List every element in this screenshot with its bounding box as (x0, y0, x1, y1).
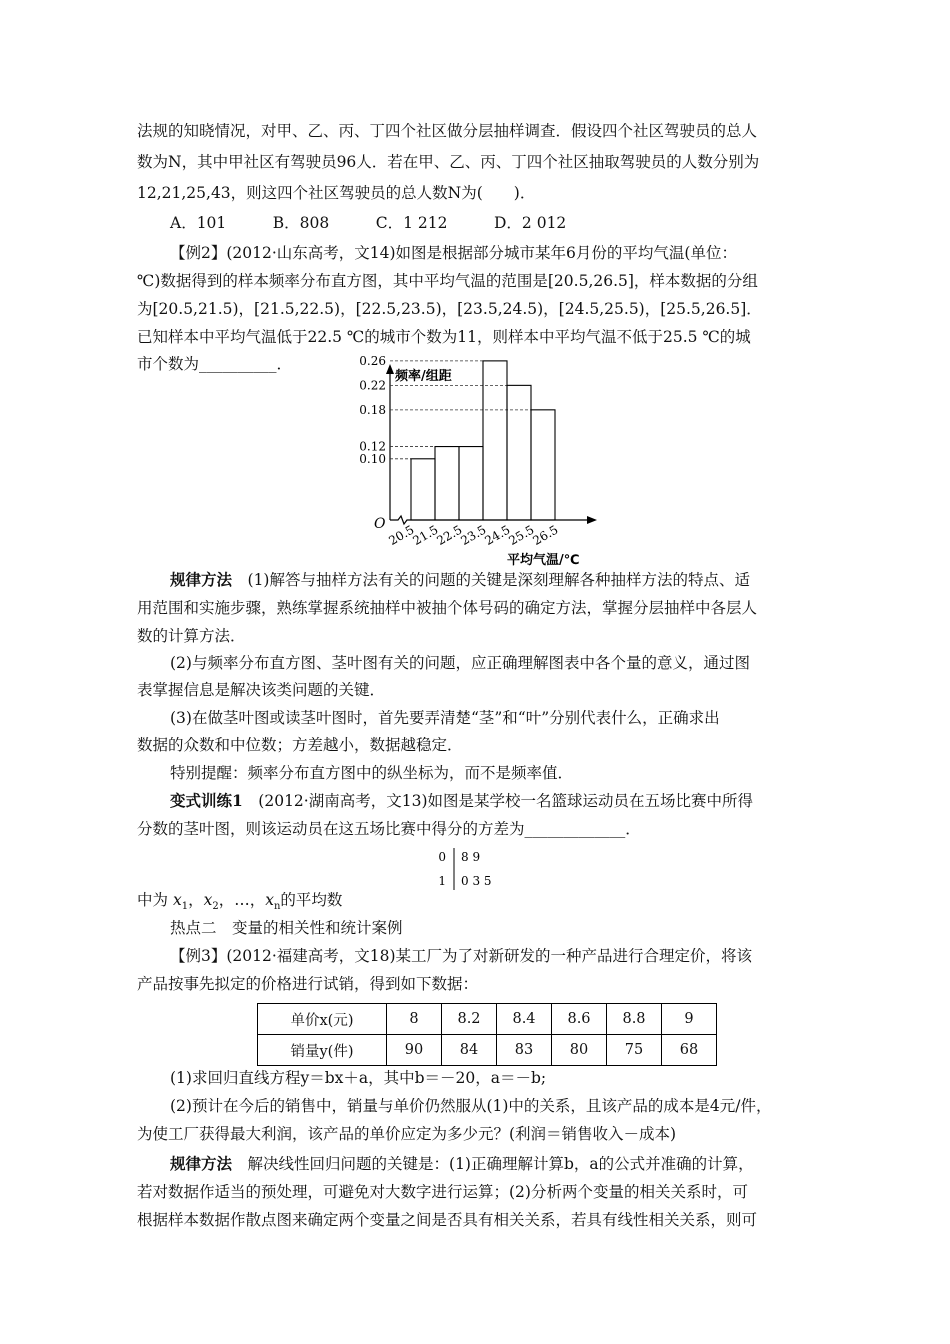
table-header-cell: 单价x(元) (258, 1004, 387, 1035)
histogram-bar (411, 459, 435, 520)
stem-value: 1 (438, 874, 446, 888)
histogram-bar (483, 361, 507, 520)
var-x: x (172, 891, 182, 909)
subscript: n (273, 901, 281, 913)
leaf-values: 8 9 (461, 850, 481, 864)
x-tick-label: 25.5 (506, 522, 537, 548)
method-paragraph (170, 570, 750, 590)
text-line: 为[20.5,21.5)，[21.5,22.5)，[22.5,23.5)，[23.5,24.5)，[24.5,25.5)，[25.5,26.5]． (137, 300, 762, 318)
section-heading: 热点二 变量的相关性和统计案例 (170, 919, 403, 937)
ellipsis: ，…， (218, 891, 266, 909)
y-tick-label: 0.22 (359, 378, 386, 393)
answer-options: A．101 B．808 C．1 212 D．2 012 (170, 214, 567, 232)
method-text: 解决线性回归问题的关键是：(1)正确理解计算b，a的公式并准确的计算， (232, 1155, 754, 1173)
text-line: 产品按事先拟定的价格进行试销，得到如下数据： (137, 975, 479, 993)
method-title: 规律方法 (170, 1154, 233, 1173)
text-line: 根据样本数据作散点图来确定两个变量之间是否具有相关关系，若具有线性相关关系，则可 (137, 1211, 758, 1229)
text-line: 数为N，其中甲社区有驾驶员96人．若在甲、乙、丙、丁四个社区抽取驾驶员的人数分别为 (137, 153, 760, 171)
table-header-cell: 销量y(件) (258, 1035, 387, 1066)
histogram-bar (435, 447, 459, 520)
text-line: 用范围和实施步骤，熟练掌握系统抽样中被抽个体号码的确定方法，掌握分层抽样中各层人 (137, 599, 758, 617)
table-row (258, 1035, 717, 1066)
mean-note: 中为 $x_1$，$x_2$，…，$x_n$的平均数 (137, 891, 343, 913)
drill-title: 变式训练1 (170, 791, 243, 810)
question-1: (1)求回归直线方程y＝bx＋a，其中b＝－20，a＝－b; (170, 1069, 547, 1087)
text-line: 已知样本中平均气温低于22.5 ℃的城市个数为11，则样本中平均气温不低于25.5 ℃的城 (137, 328, 751, 346)
text-line: 若对数据作适当的预处理，可避免对大数字进行运算；(2)分析两个变量的相关关系时，可 (137, 1183, 748, 1201)
special-note: 特别提醒：频率分布直方图中的纵坐标为，而不是频率值． (170, 764, 574, 782)
histogram-bar (507, 385, 531, 520)
histogram-chart (340, 353, 600, 568)
y-axis-arrow (386, 364, 394, 374)
text-line: 数据的众数和中位数；方差越小，数据越稳定． (137, 736, 463, 754)
table-cell: 8 (387, 1004, 442, 1035)
table-cell: 8.4 (497, 1004, 552, 1035)
example-2-line: 【例2】(2012·山东高考，文14)如图是根据部分城市某年6月份的平均气温(单位： (170, 244, 737, 262)
table-row (258, 1004, 717, 1035)
table-cell: 8.6 (552, 1004, 607, 1035)
text-line: ℃)数据得到的样本频率分布直方图，其中平均气温的范围是[20.5,26.5]，样本数据的分组 (137, 272, 758, 290)
y-tick-label: 0.12 (359, 439, 386, 454)
stem-value: 0 (438, 850, 446, 864)
mean-note-suffix: 的平均数 (280, 891, 343, 909)
method-paragraph (170, 1154, 754, 1174)
x-tick-label: 22.5 (434, 522, 465, 548)
method-text: (1)解答与抽样方法有关的问题的关键是深刻理解各种抽样方法的特点、适 (232, 571, 750, 589)
table-cell: 75 (607, 1035, 662, 1066)
table-cell: 8.2 (442, 1004, 497, 1035)
drill-text: (2012·湖南高考，文13)如图是某学校一名篮球运动员在五场比赛中所得 (242, 792, 753, 810)
stem-leaf-plot (435, 848, 525, 893)
subscript: 2 (212, 901, 219, 913)
y-tick-label: 0.10 (359, 451, 386, 466)
x-tick-label: 23.5 (458, 522, 489, 548)
text-line: 法规的知晓情况，对甲、乙、丙、丁四个社区做分层抽样调查．假设四个社区驾驶员的总人 (137, 122, 758, 140)
x-tick-label: 24.5 (482, 522, 513, 548)
text-line: 表掌握信息是解决该类问题的关键． (137, 681, 386, 699)
question-2: (2)预计在今后的销售中，销量与单价仍然服从(1)中的关系，且该产品的成本是4元/件， (170, 1097, 772, 1115)
x-axis-label: 平均气温/℃ (507, 553, 580, 568)
origin-label: O (374, 516, 386, 532)
text-line: 为使工厂获得最大利润，该产品的单价应定为多少元？(利润＝销售收入－成本) (137, 1125, 677, 1143)
text-line: (3)在做茎叶图或读茎叶图时，首先要弄清楚“茎”和“叶”分别代表什么，正确求出 (170, 709, 720, 727)
table-cell: 80 (552, 1035, 607, 1066)
subscript: 1 (181, 901, 189, 913)
y-axis-label: 频率/组距 (395, 369, 452, 384)
text-line: (2)与频率分布直方图、茎叶图有关的问题，应正确理解图表中各个量的意义，通过图 (170, 654, 750, 672)
leaf-values: 0 3 5 (461, 874, 492, 888)
price-sales-table (257, 1003, 717, 1066)
text-line: 12,21,25,43，则这四个社区驾驶员的总人数N为( )． (137, 184, 536, 202)
table-cell: 84 (442, 1035, 497, 1066)
table-cell: 9 (662, 1004, 717, 1035)
y-tick-label: 0.18 (359, 402, 386, 417)
mean-note-prefix: 中为 (137, 891, 173, 909)
y-tick-label: 0.26 (359, 353, 386, 368)
x-tick-label: 20.5 (386, 522, 417, 548)
table-cell: 68 (662, 1035, 717, 1066)
text-line: 市个数为__________． (137, 355, 293, 373)
var-x: x (203, 891, 213, 909)
histogram-bar (459, 447, 483, 520)
method-title: 规律方法 (170, 570, 233, 589)
text-line: 数的计算方法． (137, 627, 246, 645)
x-tick-label: 21.5 (410, 522, 441, 548)
histogram-bar (531, 410, 555, 520)
table-cell: 8.8 (607, 1004, 662, 1035)
var-x: x (265, 891, 274, 909)
x-tick-label: 26.5 (530, 522, 561, 548)
example-3-line: 【例3】(2012·福建高考，文18)某工厂为了对新研发的一种产品进行合理定价，将该 (170, 947, 753, 965)
table-cell: 83 (497, 1035, 552, 1066)
text-line: 分数的茎叶图，则该运动员在这五场比赛中得分的方差为_____________． (137, 820, 641, 838)
drill-paragraph (170, 791, 753, 811)
x-axis-arrow (587, 516, 597, 524)
table-cell: 90 (387, 1035, 442, 1066)
